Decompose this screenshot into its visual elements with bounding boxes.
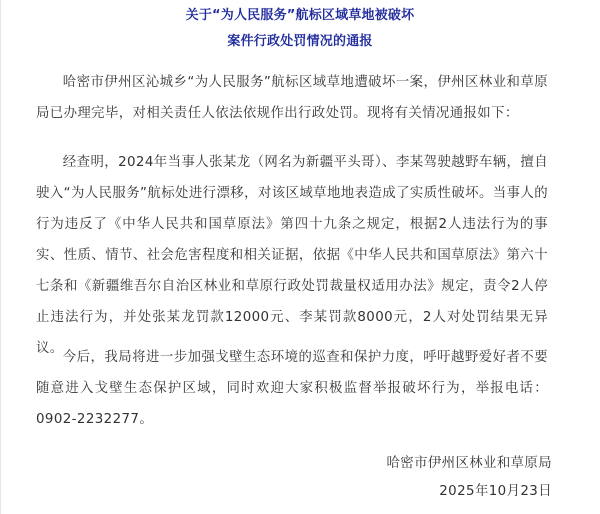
- signature-organization: 哈密市伊州区林业和草原局: [386, 456, 552, 471]
- page-left-border: [0, 0, 1, 514]
- paragraph-intro: 哈密市伊州区沁城乡“为人民服务”航标区域草地遭破坏一案，伊州区林业和草原局已办理完毕，对相关责任人依法依规作出行政处罚。现将有关情况通报如下：: [36, 75, 548, 121]
- paragraph-findings: 经查明，2024年当事人张某龙（网名为新疆平头哥）、李某驾驶越野车辆，擅自驶入“为人民服务”航标处进行漂移，对该区域草地地表造成了实质性破坏。当事人的行为违反了《中华人民共和国草原法》第四十九条之规定，根据2人违法行为的事实、性质、情节、社会危害程度和相关证据，依据《中华人民共和国草原法》第六十七条和《新疆维吾尔自治区林业和草原行政处罚裁量权适用办法》规定，责令2人停止违法行为，并处张某龙罚款12000元、李某罚款8000元，2人对处罚结果无异议。: [36, 155, 548, 356]
- document-title-line-1: 关于“为人民服务”航标区域草地被破坏: [185, 8, 415, 23]
- paragraph-appeal: 今后，我局将进一步加强戈壁生态环境的巡查和保护力度，呼吁越野爱好者不要随意进入戈壁生态保护区域，同时欢迎大家积极监督举报破坏行为，举报电话：0902-2232277。: [36, 350, 548, 427]
- document-title-line-2: 案件行政处罚情况的通报: [227, 34, 373, 49]
- signature-date: 2025年10月23日: [439, 484, 552, 499]
